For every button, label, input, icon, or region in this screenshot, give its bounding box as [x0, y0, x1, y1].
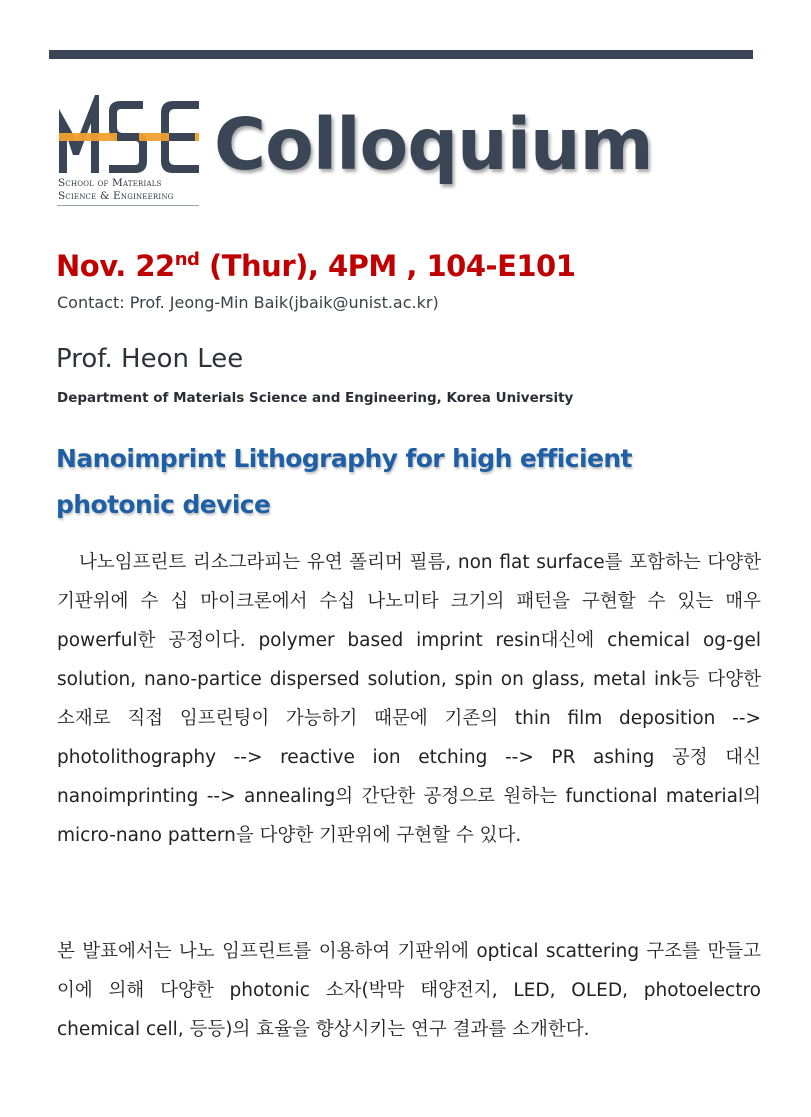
talk-title-line-1: Nanoimprint Lithography for high efficient [56, 444, 632, 473]
abstract-paragraph-2: 본 발표에서는 나노 임프린트를 이용하여 기판위에 optical scattering 구조를 만들고 이에 의해 다양한 photonic 소자(박막 태양전지, LED, OLED, photoelectro chemical cell, 등등)의 효율을 향상시키는 연구 결과를 소개한다. [57, 941, 761, 1040]
contact-info: Contact: Prof. Jeong-Min Baik(jbaik@unist.ac.kr) [57, 293, 439, 312]
speaker-name: Prof. Heon Lee [56, 344, 244, 374]
logo-line-1: School of Materials [58, 177, 162, 189]
speaker-affiliation: Department of Materials Science and Engineering, Korea University [57, 390, 574, 406]
event-time-location: (Thur), 4PM , 104-E101 [199, 249, 576, 283]
header-rule [49, 50, 753, 59]
mse-logo-mark [57, 93, 203, 177]
talk-title-line-2: photonic device [56, 490, 271, 519]
event-date: Nov. 22 [56, 249, 175, 283]
page-title: Colloquium [214, 103, 653, 186]
logo-subtitle [58, 177, 173, 203]
event-date-suffix: nd [174, 249, 200, 270]
logo-underline [57, 205, 199, 206]
event-info [56, 246, 575, 286]
logo-line-2: Science & Engineering [58, 190, 174, 202]
talk-title [56, 436, 756, 528]
mse-logo [57, 93, 203, 213]
abstract-paragraph-1: 나노임프린트 리소그라피는 유연 폴리머 필름, non flat surface를 포함하는 다양한 기판위에 수 십 마이크론에서 수십 나노미타 크기의 패턴을 구현할 수 있는 매우 powerful한 공정이다. polymer based imprint resin대신에 chemical og-gel solution, nano-partice dispersed solution, spin on glass, metal ink등 다양한 소재로 직접 임프린팅이 가능하기 때문에 기존의 thin film deposition --> photolithography --> reactive ion etching --> PR ashing 공정 대신 nanoimprinting --> annealing의 간단한 공정으로 원하는 functional material의 micro-nano pattern을 다양한 기판위에 구현할 수 있다. [57, 552, 761, 846]
